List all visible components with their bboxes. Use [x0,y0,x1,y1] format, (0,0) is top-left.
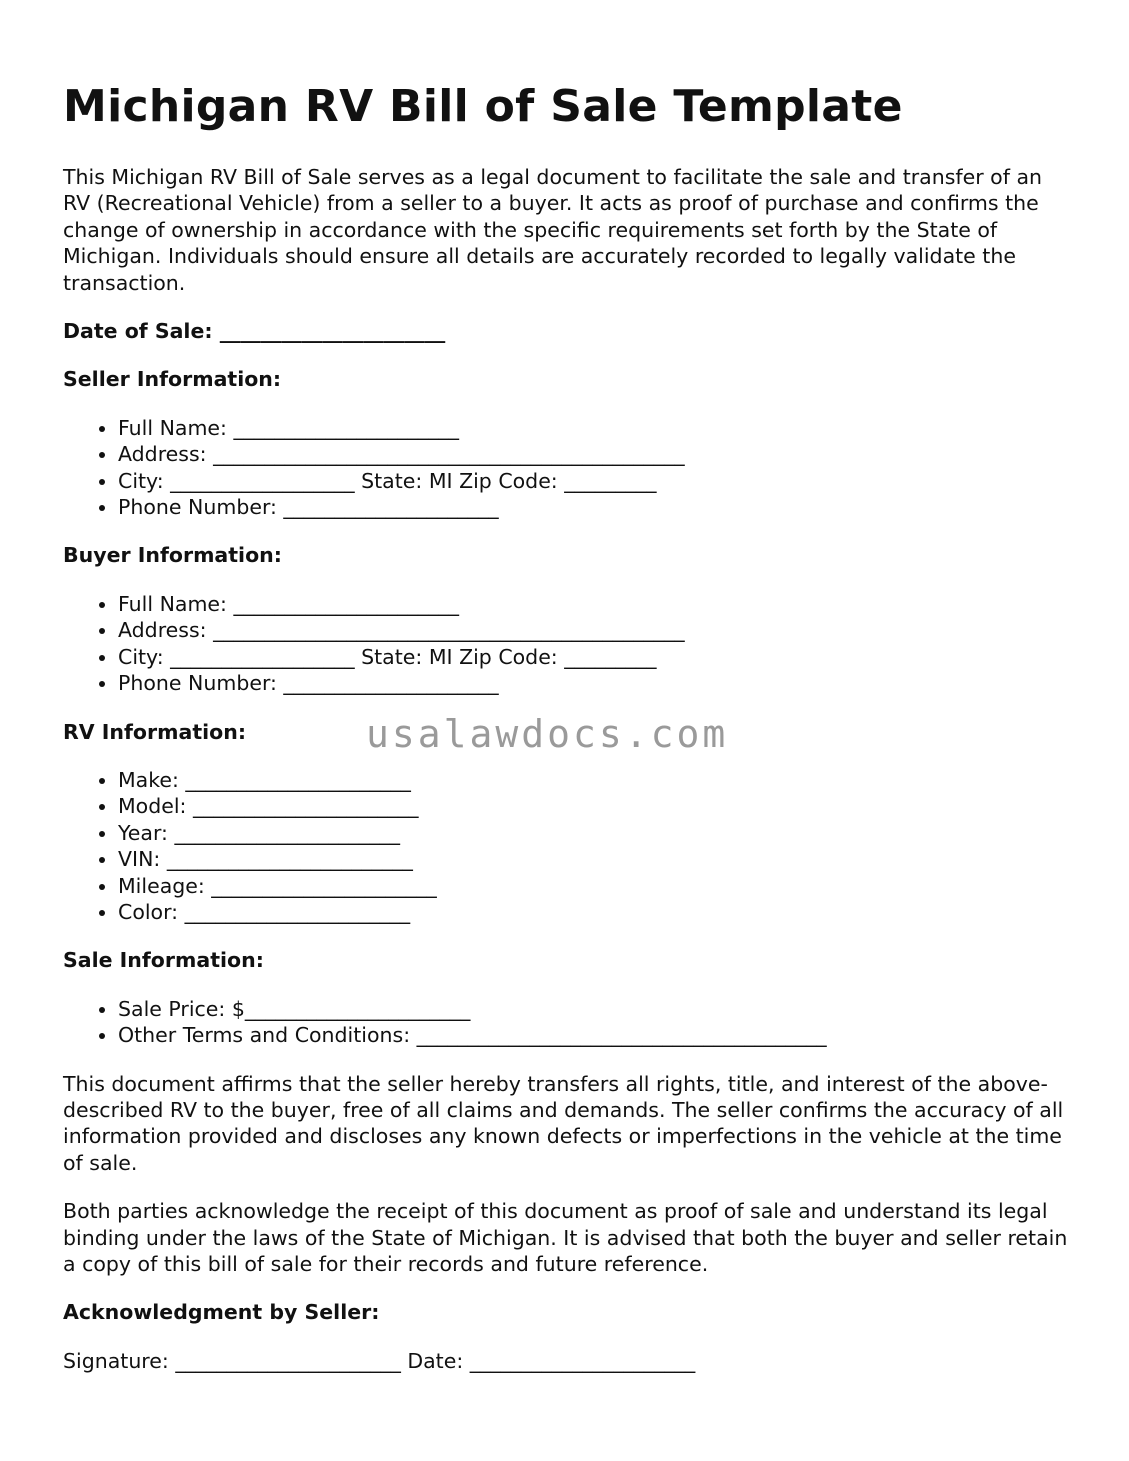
affirm-paragraph: This document affirms that the seller hereby transfers all rights, title, and interest of the above-described RV to the buyer, free of all claims and demands. The seller confirms the accuracy of all information provided and discloses any known defects or imperfections in the vehicle at the time of sale. [63,1071,1064,1175]
acknowledgment-heading: Acknowledgment by Seller: [63,1300,380,1325]
acknowledge-paragraph: Both parties acknowledge the receipt of this document as proof of sale and understand its legal binding under the laws of the State of Michigan. It is advised that both the buyer and seller retain a copy of this bill of sale for their records and future reference. [63,1199,1068,1276]
date-of-sale-field: Date of Sale: ______________________ [63,319,446,344]
signature-line: Signature: ______________________ Date: ______________________ [63,1348,696,1373]
watermark-text: usalawdocs.com [366,712,729,756]
seller-heading: Seller Information: [63,367,282,392]
intro-paragraph: This Michigan RV Bill of Sale serves as a legal document to facilitate the sale and transfer of an RV (Recreational Vehicle) from a seller to a buyer. It acts as proof of purchase and confirms the change of ownership in accordance with the specific requirements set forth by the State of Michigan. Individuals should ensure all details are accurately recorded to legally validate the transaction. [63,165,1042,295]
sale-heading: Sale Information: [63,948,264,973]
rv-model-field: • Model: ______________________ [118,793,1073,819]
rv-heading: RV Information: [63,719,247,744]
other-terms-field: • Other Terms and Conditions: ________________________________________ [118,1022,1073,1048]
buyer-city-state-zip-field: • City: __________________ State: MI Zip Code: _________ [118,644,1073,670]
seller-city-state-zip-field: • City: __________________ State: MI Zip Code: _________ [118,468,1073,494]
seller-phone-field: • Phone Number: _____________________ [118,494,1073,520]
rv-color-field: • Color: ______________________ [118,899,1073,925]
rv-make-field: • Make: ______________________ [118,767,1073,793]
buyer-list [63,591,1073,697]
sale-price-field: • Sale Price: $______________________ [118,996,1073,1022]
rv-year-field: • Year: ______________________ [118,820,1073,846]
page-title: Michigan RV Bill of Sale Template [63,81,903,132]
seller-full-name-field: • Full Name: ______________________ [118,415,1073,441]
buyer-address-field: • Address: ______________________________________________ [118,617,1073,643]
buyer-heading: Buyer Information: [63,543,282,568]
buyer-phone-field: • Phone Number: _____________________ [118,670,1073,696]
sale-list [63,996,1073,1049]
seller-list [63,415,1073,521]
rv-list [63,767,1073,925]
buyer-full-name-field: • Full Name: ______________________ [118,591,1073,617]
rv-mileage-field: • Mileage: ______________________ [118,873,1073,899]
seller-address-field: • Address: ______________________________________________ [118,441,1073,467]
rv-vin-field: • VIN: ________________________ [118,846,1073,872]
